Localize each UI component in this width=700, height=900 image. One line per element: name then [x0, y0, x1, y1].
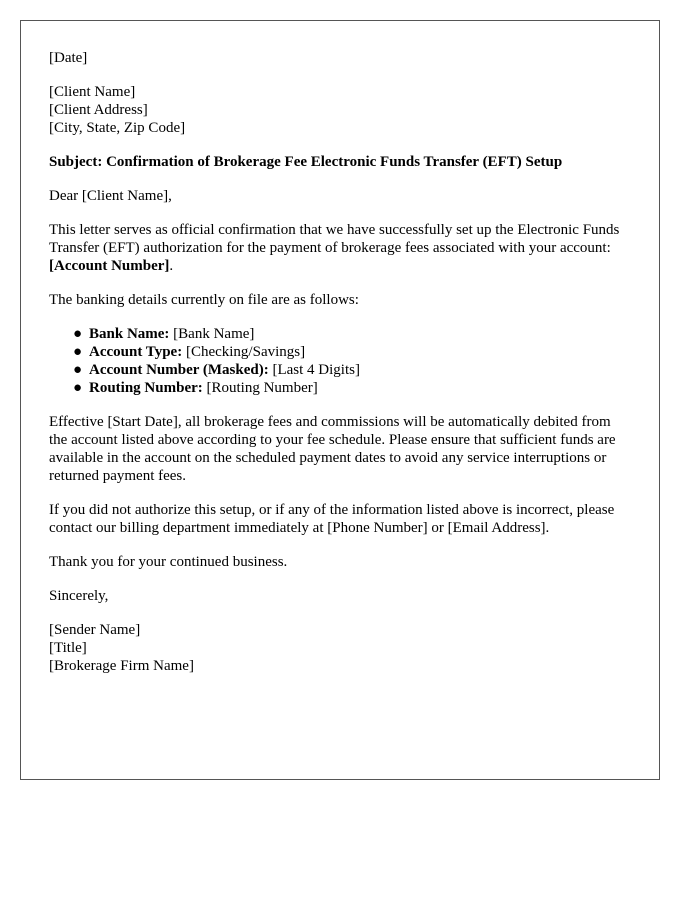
salutation: Dear [Client Name],	[49, 188, 172, 204]
signature-block	[49, 621, 631, 675]
closing-line: Sincerely,	[49, 588, 109, 604]
banking-details-intro: The banking details currently on file are as follows:	[49, 292, 359, 308]
detail-value: [Routing Number]	[202, 380, 318, 396]
recipient-city-line: [City, State, Zip Code]	[49, 120, 186, 136]
recipient-address: [Client Address]	[49, 102, 148, 118]
firm-name: [Brokerage Firm Name]	[49, 658, 194, 674]
bullet-icon: ●	[73, 380, 83, 396]
list-item	[73, 325, 631, 343]
account-number-placeholder: [Account Number]	[49, 258, 170, 274]
debit-paragraph: Effective [Start Date], all brokerage fees and commissions will be automatically debited from the account listed above according to your fee schedule. Please ensure that sufficient funds are available in the account on the scheduled payment dates to avoid any service interruptions or returned payment fees.	[49, 414, 616, 484]
banking-details-list	[49, 325, 631, 397]
list-item	[73, 343, 631, 361]
confirmation-paragraph	[49, 221, 631, 275]
detail-value: [Last 4 Digits]	[268, 362, 360, 378]
detail-value: [Bank Name]	[169, 326, 255, 342]
bullet-icon: ●	[73, 344, 83, 360]
confirmation-text: This letter serves as official confirmation that we have successfully set up the Electronic Funds Transfer (EFT) authorization for the payment of brokerage fees associated with your account:	[49, 222, 620, 256]
detail-label: Account Type:	[89, 344, 183, 360]
list-item	[73, 379, 631, 397]
list-item	[73, 361, 631, 379]
thanks-line: Thank you for your continued business.	[49, 554, 288, 570]
sender-title: [Title]	[49, 640, 87, 656]
detail-label: Routing Number:	[89, 380, 203, 396]
detail-label: Account Number (Masked):	[89, 362, 269, 378]
detail-label: Bank Name:	[89, 326, 170, 342]
recipient-name: [Client Name]	[49, 84, 136, 100]
letter-date: [Date]	[49, 50, 88, 66]
confirmation-end: .	[169, 258, 174, 274]
letter-page	[20, 20, 660, 780]
recipient-block	[49, 83, 631, 137]
detail-value: [Checking/Savings]	[182, 344, 306, 360]
letter-subject: Subject: Confirmation of Brokerage Fee Electronic Funds Transfer (EFT) Setup	[49, 154, 563, 170]
bullet-icon: ●	[73, 362, 83, 378]
sender-name: [Sender Name]	[49, 622, 141, 638]
contact-paragraph: If you did not authorize this setup, or if any of the information listed above is incorrect, please contact our billing department immediately at [Phone Number] or [Email Address].	[49, 502, 615, 536]
bullet-icon: ●	[73, 326, 83, 342]
